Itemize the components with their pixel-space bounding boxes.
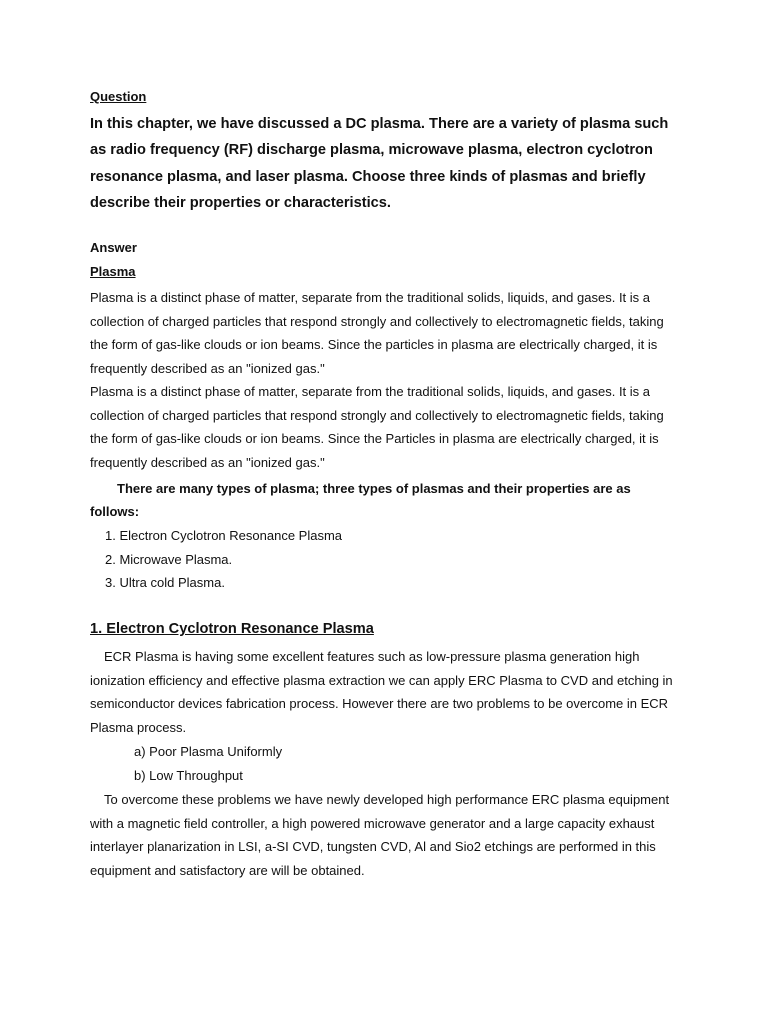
ecr-paragraph-2: To overcome these problems we have newly developed high performance ERC plasma equipment with a magnetic field controller, a high powered microwave generator and a large capacity exhaust interlayer planarization in LSI, a-SI CVD, tungsten CVD, Al and Sio2 etchings are performed in this equipment and satisfactory are will be obtained. bbox=[90, 792, 670, 878]
question-text: In this chapter, we have discussed a DC plasma. There are a variety of plasma such as radio frequency (RF) discharge plasma, microwave plasma, electron cyclotron resonance plasma, and laser plasma. Choose three kinds of plasmas and briefly describe their properties or characteristics. bbox=[90, 116, 669, 211]
plasma-paragraph-1: Plasma is a distinct phase of matter, separate from the traditional solids, liquids, and gases. It is a collection of charged particles that respond strongly and collectively to electromagnetic fields, taking the form of gas-like clouds or ion beams. Since the particles in plasma are electrically charged, it is frequently described as an "ionized gas." bbox=[90, 290, 664, 376]
list-item: 1. Electron Cyclotron Resonance Plasma bbox=[105, 528, 343, 543]
plasma-heading: Plasma bbox=[90, 264, 136, 279]
list-item: b) Low Throughput bbox=[134, 767, 243, 783]
ecr-problems-list bbox=[90, 740, 690, 787]
list-item: a) Poor Plasma Uniformly bbox=[134, 744, 283, 759]
list-item: 3. Ultra cold Plasma. bbox=[105, 575, 225, 590]
plasma-paragraph-2: Plasma is a distinct phase of matter, separate from the traditional solids, liquids, and gases. It is a collection of charged particles that respond strongly and collectively to electromagnetic fields, taking the form of gas-like clouds or ion beams. Since the Particles in plasma are electrically charged, it is frequently described as an "ionized gas." bbox=[90, 384, 664, 470]
list-item: 2. Microwave Plasma. bbox=[105, 551, 233, 567]
section-heading-ecr: 1. Electron Cyclotron Resonance Plasma bbox=[90, 621, 374, 637]
plasma-types-list bbox=[90, 524, 690, 595]
question-label: Question bbox=[90, 89, 147, 104]
types-intro: There are many types of plasma; three types of plasmas and their properties are as follows: bbox=[90, 481, 631, 520]
answer-label: Answer bbox=[90, 240, 137, 255]
ecr-paragraph-1: ECR Plasma is having some excellent features such as low-pressure plasma generation high ionization efficiency and effective plasma extraction we can apply ERC Plasma to CVD and etching in semiconductor devices fabrication process. However there are two problems to be overcome in ECR Plasma process. bbox=[90, 649, 673, 735]
